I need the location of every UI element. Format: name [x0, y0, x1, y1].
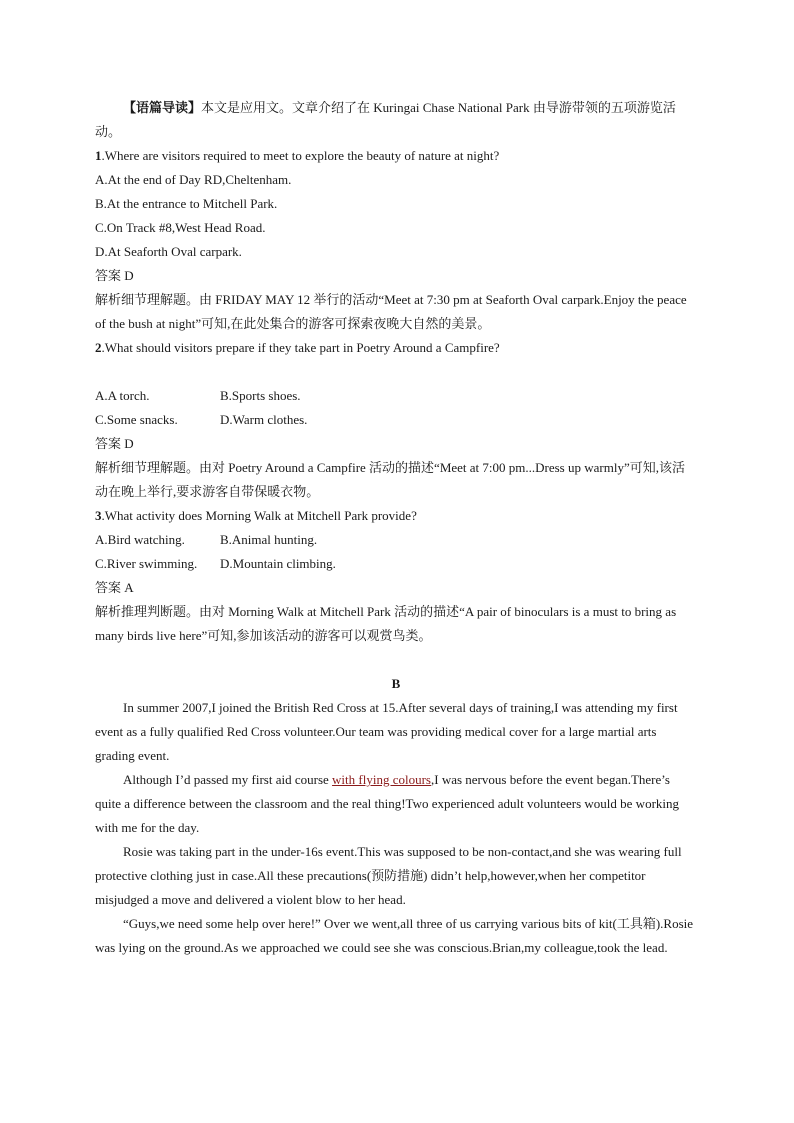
question-1-explanation: 解析细节理解题。由 FRIDAY MAY 12 举行的活动“Meet at 7:30 pm at Seaforth Oval carpark.Enjoy the peace of the bush at night”可知,在此处集合的游客可探索夜晚大自然的美景。: [95, 292, 687, 331]
question-3-text: .What activity does Morning Walk at Mitchell Park provide?: [101, 508, 417, 523]
question-3-explanation: 解析推理判断题。由对 Morning Walk at Mitchell Park 活动的描述“A pair of binoculars is a must to bring as many birds live here”可知,参加该活动的游客可以观赏鸟类。: [95, 604, 677, 643]
question-2-options-row-1: [95, 384, 697, 408]
section-b-title: B: [391, 676, 401, 691]
question-3-answer: 答案 A: [95, 580, 134, 595]
question-2-answer: 答案 D: [95, 436, 134, 451]
question-3-option-d: D.Mountain climbing.: [220, 556, 336, 571]
question-2-number: 2: [95, 340, 102, 355]
question-3-option-b: B.Animal hunting.: [220, 532, 318, 547]
question-3: [95, 504, 697, 528]
question-1-text: .Where are visitors required to meet to explore the beauty of nature at night?: [101, 148, 500, 163]
question-1-option-a: A.At the end of Day RD,Cheltenham.: [95, 172, 292, 187]
question-1-option-b: B.At the entrance to Mitchell Park.: [95, 196, 278, 211]
question-3-options-row-2: [95, 552, 697, 576]
question-3-options-row-1: [95, 528, 697, 552]
question-1-option-d: D.At Seaforth Oval carpark.: [95, 244, 242, 259]
question-1-option-c: C.On Track #8,West Head Road.: [95, 220, 266, 235]
question-2-option-a: A.A torch.: [95, 388, 150, 403]
reading-guide: [95, 96, 697, 144]
question-2-text: .What should visitors prepare if they take part in Poetry Around a Campfire?: [101, 340, 500, 355]
highlighted-phrase: with flying colours: [332, 772, 431, 787]
question-2: [95, 336, 697, 360]
reading-guide-label: 【语篇导读】: [123, 100, 202, 115]
question-2-option-d: D.Warm clothes.: [220, 412, 308, 427]
reading-guide-text: 本文是应用文。文章介绍了在 Kuringai Chase National Park 由导游带领的五项游览活动。: [95, 100, 676, 139]
question-2-option-b: B.Sports shoes.: [220, 388, 301, 403]
question-1-number: 1: [95, 148, 102, 163]
blank-line: [95, 360, 697, 384]
question-2-explanation: 解析细节理解题。由对 Poetry Around a Campfire 活动的描述“Meet at 7:00 pm...Dress up warmly”可知,该活动在晚上举行,要求游客自带保暖衣物。: [95, 460, 685, 499]
passage-paragraph-2-start: Although I’d passed my first aid course: [123, 772, 333, 787]
passage-paragraph-3: Rosie was taking part in the under-16s event.This was supposed to be non-contact,and she was wearing full protective clothing just in case.All these precautions(预防措施) didn’t help,however,when her competitor misjudged a move and delivered a violent blow to her head.: [95, 844, 682, 907]
question-1: [95, 144, 697, 168]
question-3-option-a: A.Bird watching.: [95, 532, 185, 547]
question-3-number: 3: [95, 508, 102, 523]
passage-paragraph-2-end: ,I was nervous before the event began.There’s quite a difference between the classroom and the real thing!Two experienced adult volunteers would be working with me for the day.: [95, 772, 680, 835]
document-content: [95, 96, 697, 960]
passage-paragraph-4: “Guys,we need some help over here!” Over we went,all three of us carrying various bits of kit(工具箱).Rosie was lying on the ground.As we approached we could see she was conscious.Brian,my colleague,took the lead.: [95, 916, 694, 955]
passage-paragraph-1: In summer 2007,I joined the British Red Cross at 15.After several days of training,I was attending my first event as a fully qualified Red Cross volunteer.Our team was providing medical cover for a large martial arts grading event.: [95, 700, 678, 763]
question-2-option-c: C.Some snacks.: [95, 412, 178, 427]
question-2-options-row-2: [95, 408, 697, 432]
question-1-answer: 答案 D: [95, 268, 134, 283]
question-3-option-c: C.River swimming.: [95, 556, 198, 571]
passage-paragraph-2: [95, 768, 697, 840]
